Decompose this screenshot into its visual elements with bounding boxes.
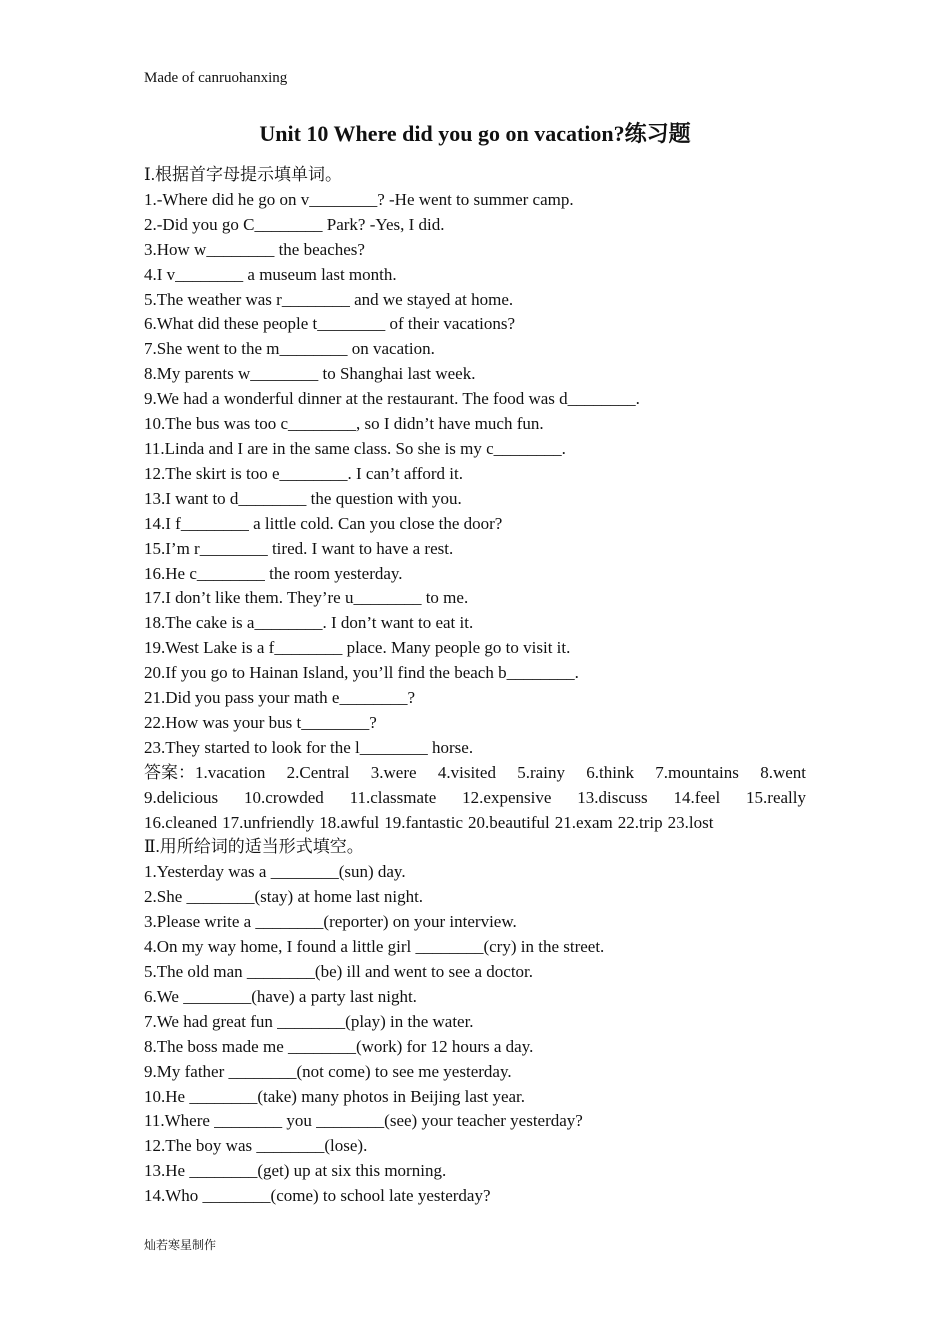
- exercise-item: 6.We ________(have) a party last night.: [144, 986, 417, 1006]
- exercise-item: 10.The bus was too c________, so I didn’t have much fun.: [144, 414, 544, 434]
- exercise-item: 1.-Where did he go on v________? -He went to summer camp.: [144, 189, 574, 209]
- answer: 16.cleaned: [144, 812, 218, 832]
- exercise-item: 23.They started to look for the l________ horse.: [144, 737, 474, 757]
- exercise-item: 4.On my way home, I found a little girl ________(cry) in the street.: [144, 937, 605, 957]
- answer: 3.were: [370, 762, 417, 782]
- answer: 22.trip: [617, 812, 663, 832]
- answer-line: [144, 811, 806, 836]
- footer-note: 灿若寒星制作: [144, 1238, 217, 1252]
- page-title: Unit 10 Where did you go on vacation?练习题: [259, 121, 691, 146]
- exercise-item: 14.Who ________(come) to school late yesterday?: [144, 1186, 491, 1206]
- exercise-item: 16.He c________ the room yesterday.: [144, 563, 403, 583]
- answer: 2.Central: [286, 762, 350, 782]
- exercise-item: 7.She went to the m________ on vacation.: [144, 339, 435, 359]
- answer: 15.really: [746, 787, 806, 807]
- exercise-item: 2.-Did you go C________ Park? -Yes, I did.: [144, 214, 445, 234]
- answer-key: [144, 761, 806, 836]
- exercise-item: 9.We had a wonderful dinner at the restaurant. The food was d________.: [144, 389, 640, 409]
- exercise-item: 9.My father ________(not come) to see me yesterday.: [144, 1061, 512, 1081]
- worksheet-content: [144, 163, 806, 1209]
- answer: 答案：1.vacation: [144, 762, 266, 782]
- answer: 10.crowded: [243, 787, 324, 807]
- answer: 6.think: [586, 762, 634, 782]
- answer-line: [144, 761, 806, 786]
- exercise-item: 11.Where ________ you ________(see) your teacher yesterday?: [144, 1111, 583, 1131]
- exercise-item: 11.Linda and I are in the same class. So she is my c________.: [144, 438, 566, 458]
- exercise-item: 3.Please write a ________(reporter) on your interview.: [144, 912, 517, 932]
- exercise-item: 14.I f________ a little cold. Can you close the door?: [144, 513, 503, 533]
- exercise-item: 21.Did you pass your math e________?: [144, 688, 416, 708]
- answer: 21.exam: [554, 812, 613, 832]
- exercise-item: 22.How was your bus t________?: [144, 712, 377, 732]
- section-2-heading: Ⅱ.用所给词的适当形式填空。: [144, 837, 364, 857]
- answer: 7.mountains: [655, 762, 739, 782]
- answer: 9.delicious: [144, 787, 219, 807]
- exercise-item: 1.Yesterday was a ________(sun) day.: [144, 862, 406, 882]
- exercise-item: 15.I’m r________ tired. I want to have a rest.: [144, 538, 454, 558]
- exercise-item: 4.I v________ a museum last month.: [144, 264, 397, 284]
- answer: 23.lost: [667, 812, 714, 832]
- exercise-item: 10.He ________(take) many photos in Beijing last year.: [144, 1086, 526, 1106]
- exercise-item: 5.The old man ________(be) ill and went to see a doctor.: [144, 962, 534, 981]
- answer: 4.visited: [437, 762, 496, 782]
- answer-line: [144, 786, 806, 811]
- exercise-item: 17.I don’t like them. They’re u________ to me.: [144, 588, 469, 608]
- exercise-item: 5.The weather was r________ and we stayed at home.: [144, 289, 514, 309]
- exercise-item: 8.My parents w________ to Shanghai last week.: [144, 364, 476, 384]
- answer: 8.went: [760, 762, 806, 782]
- exercise-item: 2.She ________(stay) at home last night.: [144, 887, 424, 907]
- answer: 11.classmate: [349, 787, 437, 807]
- answer: 18.awful: [319, 812, 380, 832]
- section-1-heading: Ⅰ.根据首字母提示填单词。: [144, 165, 342, 184]
- exercise-item: 6.What did these people t________ of their vacations?: [144, 314, 516, 334]
- exercise-item: 13.He ________(get) up at six this morning.: [144, 1161, 447, 1181]
- exercise-item: 20.If you go to Hainan Island, you’ll find the beach b________.: [144, 663, 579, 683]
- exercise-item: 7.We had great fun ________(play) in the water.: [144, 1011, 474, 1031]
- answer: 13.discuss: [577, 787, 648, 807]
- answer: 12.expensive: [462, 787, 552, 807]
- exercise-item: 18.The cake is a________. I don’t want to eat it.: [144, 613, 474, 633]
- exercise-item: 13.I want to d________ the question with you.: [144, 488, 462, 508]
- exercise-item: 19.West Lake is a f________ place. Many people go to visit it.: [144, 638, 571, 658]
- answer: 14.feel: [673, 787, 721, 807]
- header-note: Made of canruohanxing: [144, 70, 288, 86]
- answer: 5.rainy: [517, 762, 565, 782]
- exercise-item: 8.The boss made me ________(work) for 12 hours a day.: [144, 1036, 534, 1056]
- answer: 19.fantastic: [384, 812, 464, 832]
- exercise-item: 3.How w________ the beaches?: [144, 239, 365, 259]
- answer: 20.beautiful: [468, 812, 550, 832]
- answer: 17.unfriendly: [222, 812, 315, 832]
- exercise-item: 12.The skirt is too e________. I can’t afford it.: [144, 463, 464, 483]
- exercise-item: 12.The boy was ________(lose).: [144, 1136, 368, 1156]
